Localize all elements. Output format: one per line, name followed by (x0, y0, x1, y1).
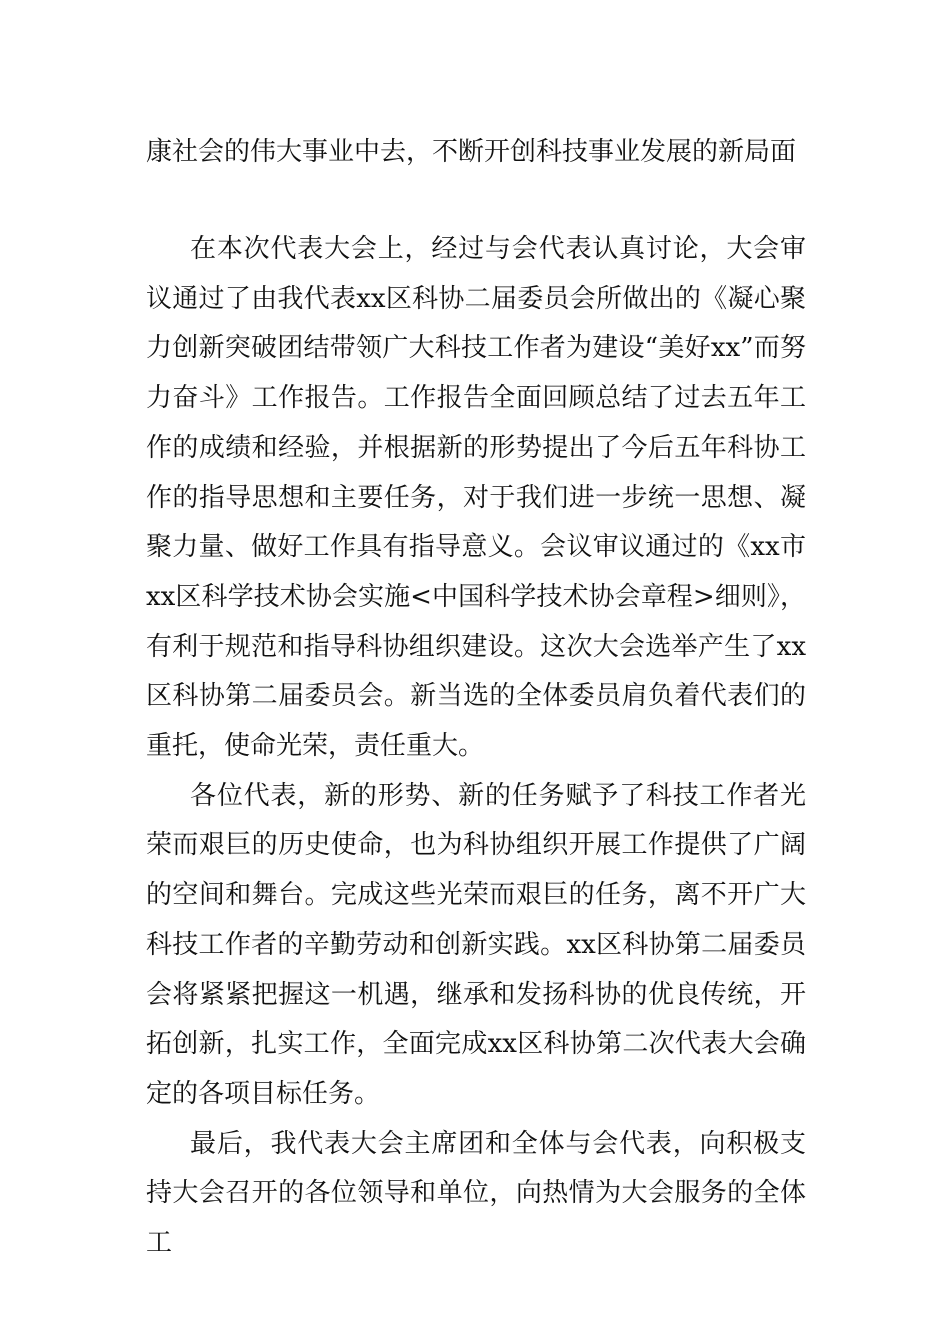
paragraph-closing-thanks: 最后，我代表大会主席团和全体与会代表，向积极支持大会召开的各位领导和单位，向热情为大会服务的全体工 (146, 1128, 806, 1259)
continuation-text (146, 128, 806, 178)
continuation-line: 康社会的伟大事业中去，不断开创科技事业发展的新局面 (146, 137, 797, 167)
paragraph-new-mission: 各位代表，新的形势、新的任务赋予了科技工作者光荣而艰巨的历史使命，也为科协组织开展工作提供了广阔的空间和舞台。完成这些光荣而艰巨的任务，离不开广大科技工作者的辛勤劳动和创新实践。xx区科协第二届委员会将紧紧把握这一机遇，继承和发扬科协的优良传统，开拓创新，扎实工作，全面完成xx区科协第二次代表大会确定的各项目标任务。 (146, 780, 806, 1109)
document-body (146, 225, 806, 1269)
paragraph-congress-review: 在本次代表大会上，经过与会代表认真讨论，大会审议通过了由我代表xx区科协二届委员会所做出的《凝心聚力创新突破团结带领广大科技工作者为建设“美好xx”而努力奋斗》工作报告。工作报告全面回顾总结了过去五年工作的成绩和经验，并根据新的形势提出了今后五年科协工作的指导思想和主要任务，对于我们进一步统一思想、凝聚力量、做好工作具有指导意义。会议审议通过的《xx市xx区科学技术协会实施<中国科学技术协会章程>细则》，有利于规范和指导科协组织建设。这次大会选举产生了xx区科协第二届委员会。新当选的全体委员肩负着代表们的重托，使命光荣，责任重大。 (146, 234, 806, 762)
